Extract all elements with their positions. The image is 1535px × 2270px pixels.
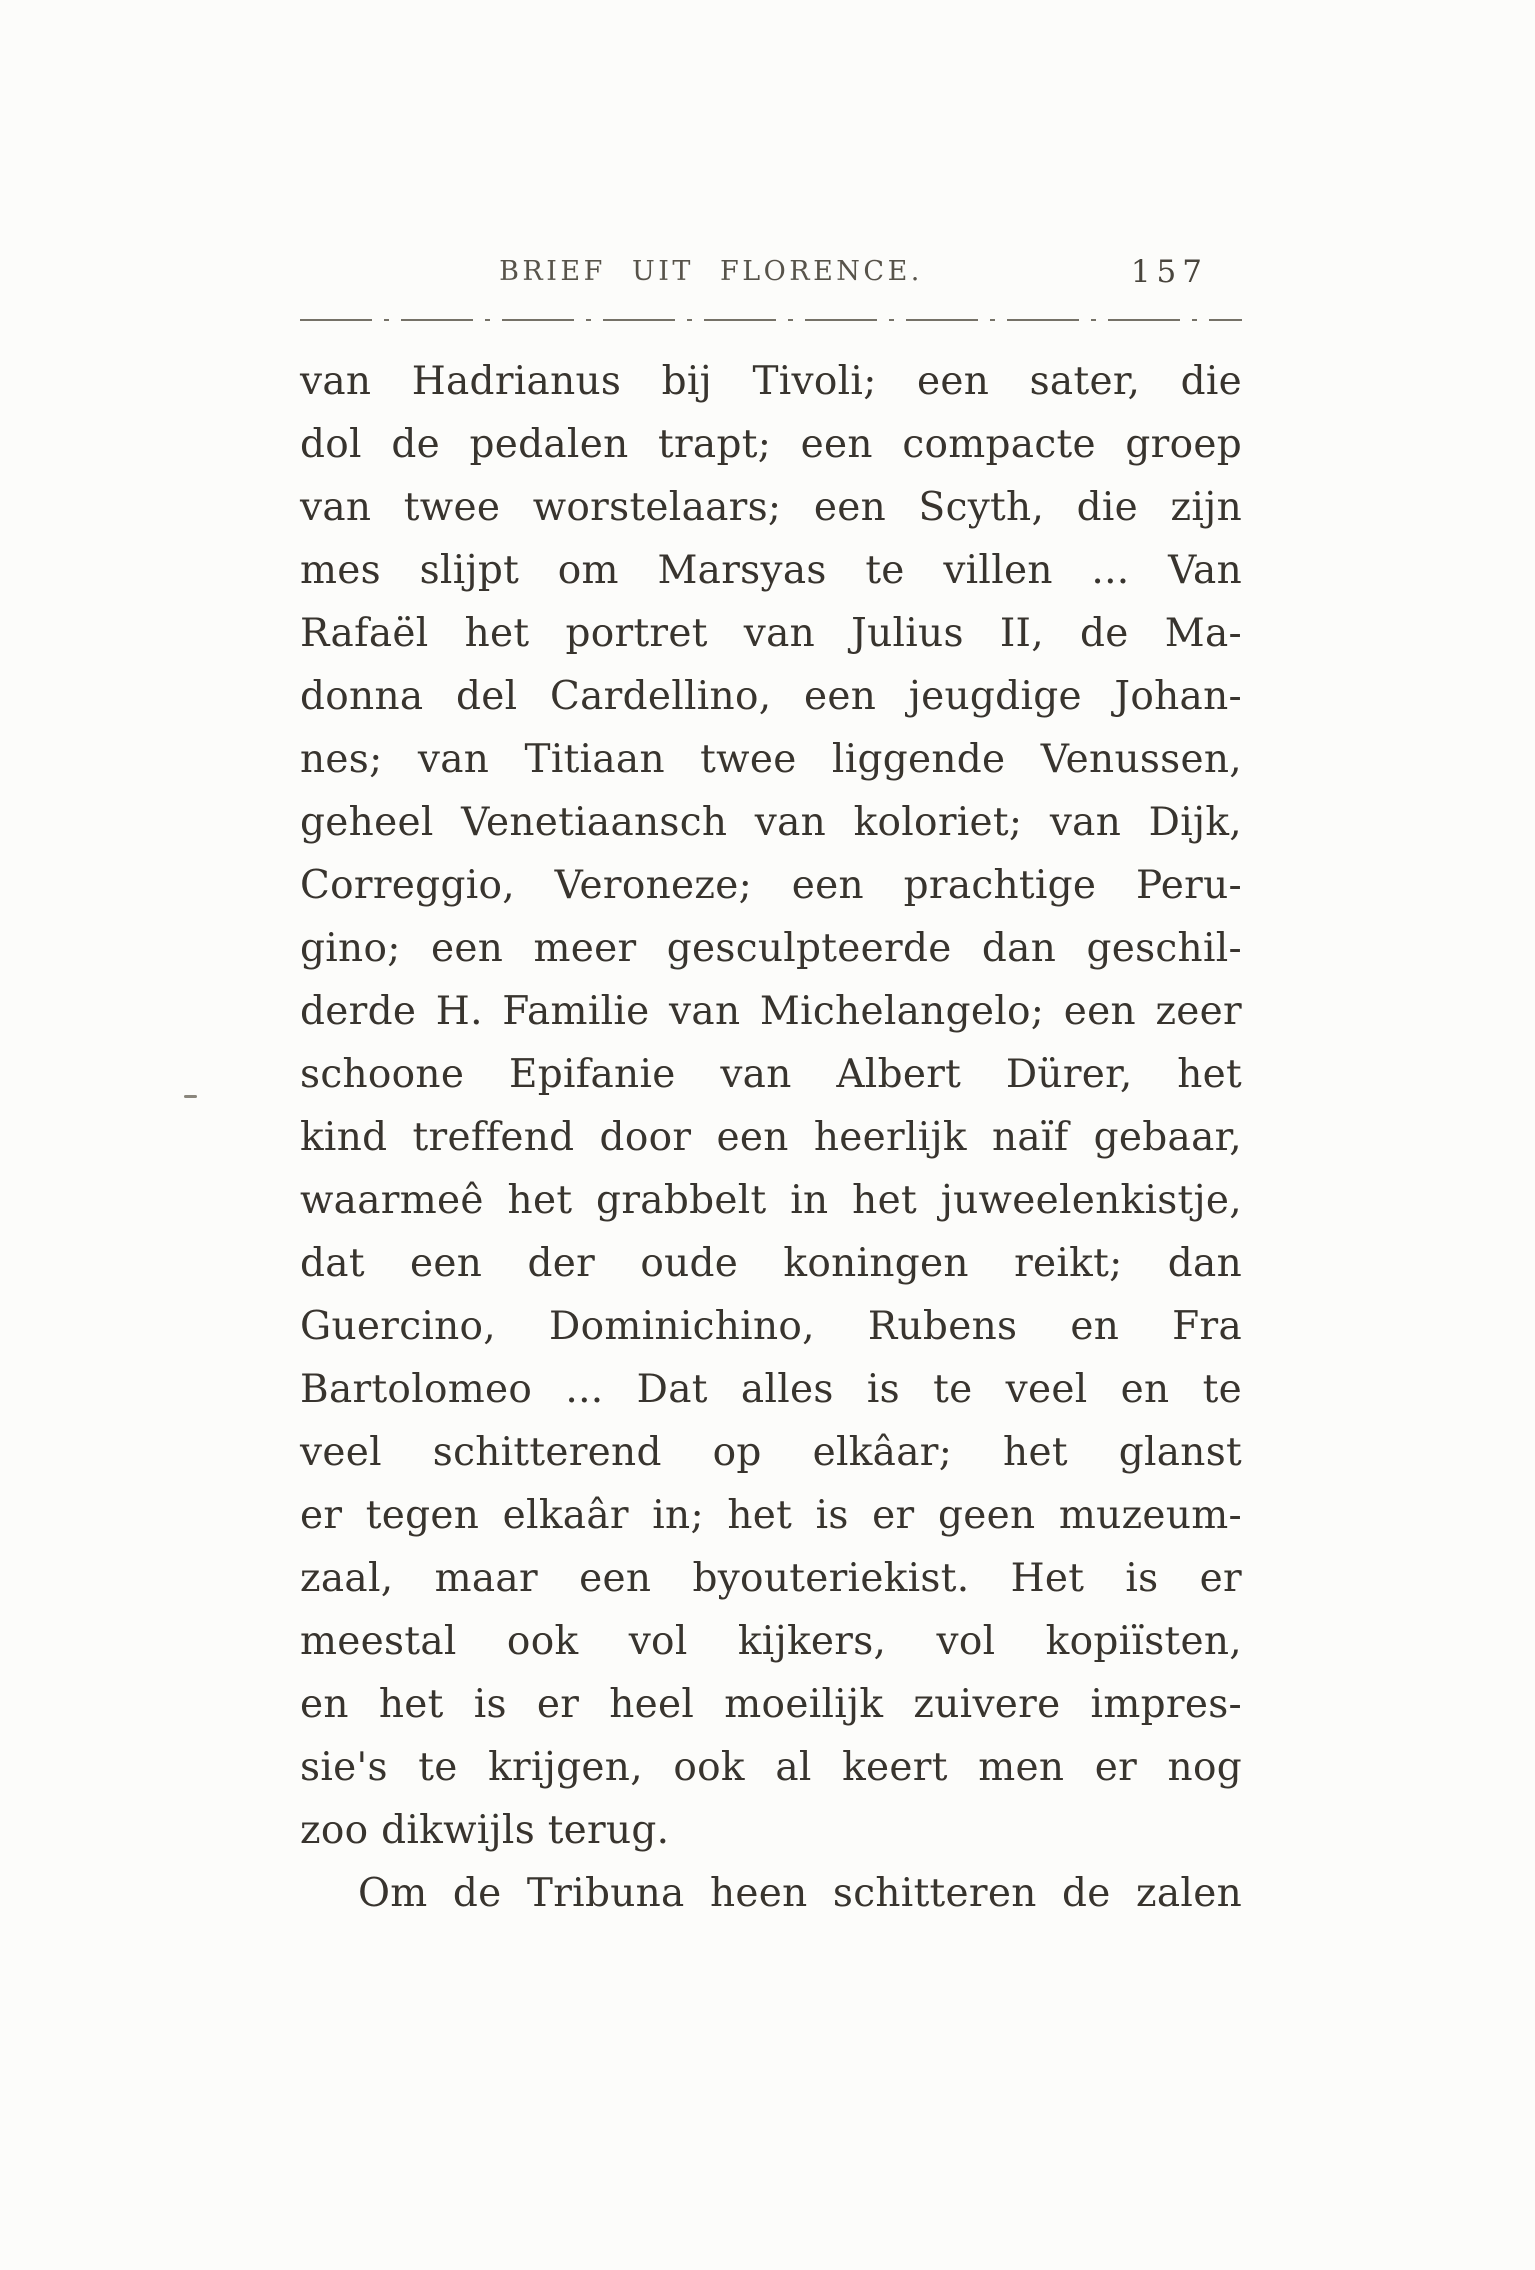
page-header <box>300 256 1242 296</box>
text-line: dat een der oude koningen reikt; dan <box>300 1241 1242 1286</box>
text-line: Rafaël het portret van Julius II, de Ma- <box>300 611 1242 656</box>
text-line: veel schitterend op elkâar; het glanst <box>300 1430 1242 1475</box>
text-line: donna del Cardellino, een jeugdige Johan- <box>300 674 1242 719</box>
text-line: sie's te krijgen, ook al keert men er nog <box>300 1745 1242 1790</box>
running-title: BRIEF UIT FLORENCE. <box>499 256 923 287</box>
text-line: van Hadrianus bij Tivoli; een sater, die <box>300 359 1242 404</box>
scan-artifact <box>184 1095 197 1098</box>
text-line: waarmeê het grabbelt in het juweelenkistje, <box>300 1178 1242 1223</box>
text-line: schoone Epifanie van Albert Dürer, het <box>300 1052 1242 1097</box>
text-line: dol de pedalen trapt; een compacte groep <box>300 422 1242 467</box>
text-line: er tegen elkaâr in; het is er geen muzeum- <box>300 1493 1242 1538</box>
text-line: geheel Venetiaansch van koloriet; van Dijk, <box>300 800 1242 845</box>
text-line: en het is er heel moeilijk zuivere impres- <box>300 1682 1242 1727</box>
text-line-paragraph-start: Om de Tribuna heen schitteren de zalen <box>358 1871 1242 1916</box>
text-line: kind treffend door een heerlijk naïf gebaar, <box>300 1115 1242 1160</box>
body-text <box>300 350 1242 1925</box>
text-line: Correggio, Veroneze; een prachtige Peru- <box>300 863 1242 908</box>
text-line: Bartolomeo ... Dat alles is te veel en te <box>300 1367 1242 1412</box>
page-number: 157 <box>1130 254 1208 290</box>
text-line: gino; een meer gesculpteerde dan geschil- <box>300 926 1242 971</box>
text-line: meestal ook vol kijkers, vol kopiïsten, <box>300 1619 1242 1664</box>
text-line: Guercino, Dominichino, Rubens en Fra <box>300 1304 1242 1349</box>
text-line: mes slijpt om Marsyas te villen ... Van <box>300 548 1242 593</box>
header-rule <box>300 319 1242 321</box>
text-line-paragraph-end: zoo dikwijls terug. <box>300 1808 670 1853</box>
text-line: van twee worstelaars; een Scyth, die zijn <box>300 485 1242 530</box>
text-line: derde H. Familie van Michelangelo; een zeer <box>300 989 1242 1034</box>
text-line: zaal, maar een byouteriekist. Het is er <box>300 1556 1242 1601</box>
text-line: nes; van Titiaan twee liggende Venussen, <box>300 737 1242 782</box>
